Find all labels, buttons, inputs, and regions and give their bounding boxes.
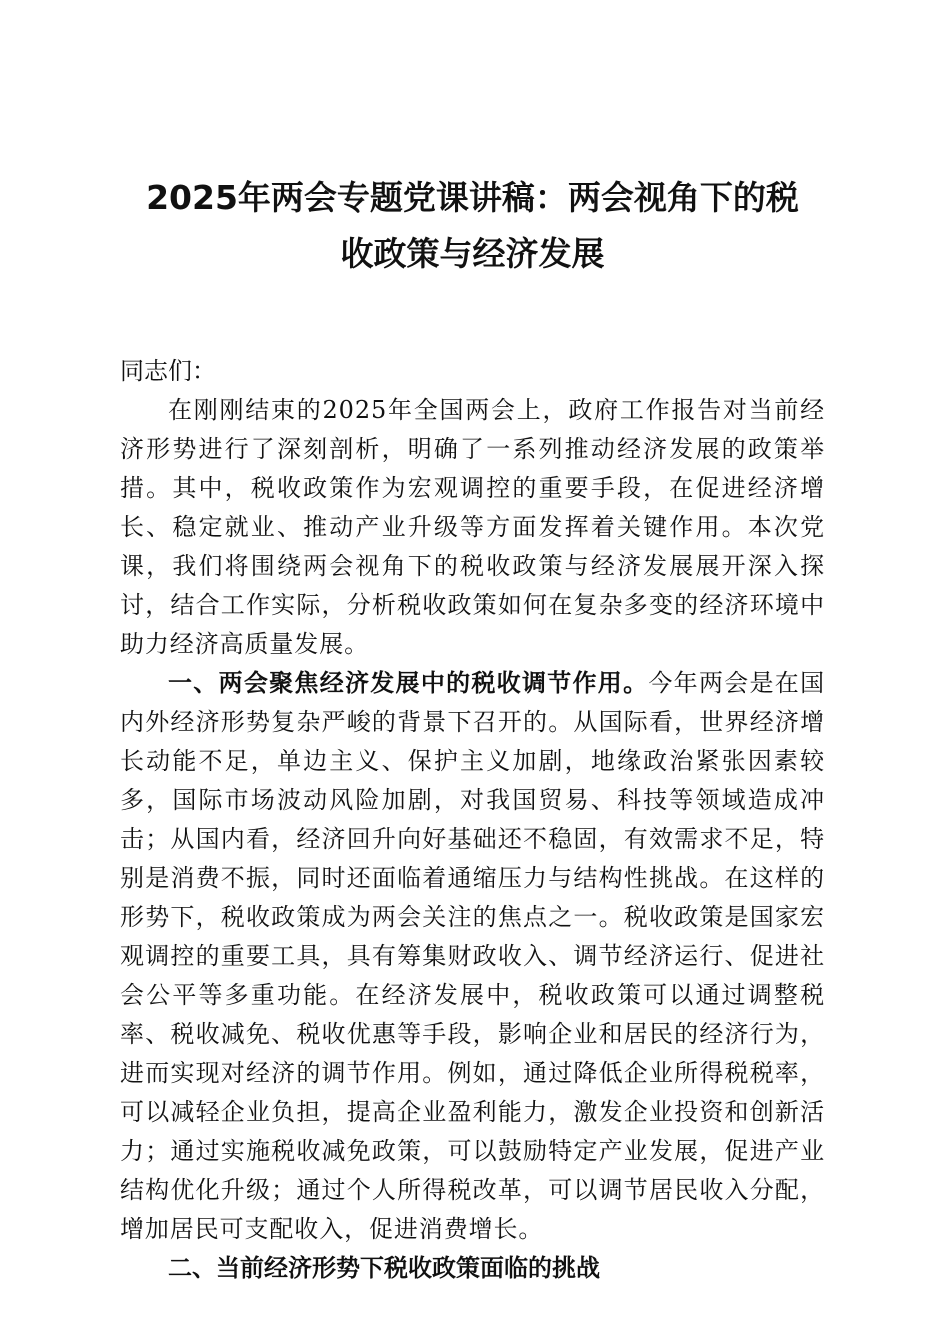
salutation: 同志们： bbox=[120, 357, 216, 385]
intro-paragraph: 在刚刚结束的2025年全国两会上，政府工作报告对当前经济形势进行了深刻剖析，明确了一系列推动经济发展的政策举措。其中，税收政策作为宏观调控的重要手段，在促进经济增长、稳定就业、推动产业升级等方面发挥着关键作用。本次党课，我们将围绕两会视角下的税收政策与经济发展展开深入探讨，结合工作实际，分析税收政策如何在复杂多变的经济环境中助力经济高质量发展。 bbox=[120, 396, 825, 658]
title-line-2: 收政策与经济发展 bbox=[340, 234, 605, 273]
title-line-1: 2025年两会专题党课讲稿：两会视角下的税 bbox=[146, 178, 799, 217]
section-2-heading: 二、当前经济形势下税收政策面临的挑战 bbox=[168, 1254, 600, 1282]
document-body bbox=[120, 352, 825, 1288]
document-page bbox=[120, 170, 825, 1288]
section-1-paragraph bbox=[120, 664, 825, 1249]
section-1-heading: 一、两会聚焦经济发展中的税收调节作用。 bbox=[168, 669, 649, 697]
section-1-text: 今年两会是在国内外经济形势复杂严峻的背景下召开的。从国际看，世界经济增长动能不足，单边主义、保护主义加剧，地缘政治紧张因素较多，国际市场波动风险加剧，对我国贸易、科技等领域造成冲击；从国内看，经济回升向好基础还不稳固，有效需求不足，特别是消费不振，同时还面临着通缩压力与结构性挑战。在这样的形势下，税收政策成为两会关注的焦点之一。税收政策是国家宏观调控的重要工具，具有筹集财政收入、调节经济运行、促进社会公平等多重功能。在经济发展中，税收政策可以通过调整税率、税收减免、税收优惠等手段，影响企业和居民的经济行为，进而实现对经济的调节作用。例如，通过降低企业所得税税率，可以减轻企业负担，提高企业盈利能力，激发企业投资和创新活力；通过实施税收减免政策，可以鼓励特定产业发展，促进产业结构优化升级；通过个人所得税改革，可以调节居民收入分配，增加居民可支配收入，促进消费增长。 bbox=[120, 669, 825, 1243]
document-title bbox=[120, 170, 825, 282]
